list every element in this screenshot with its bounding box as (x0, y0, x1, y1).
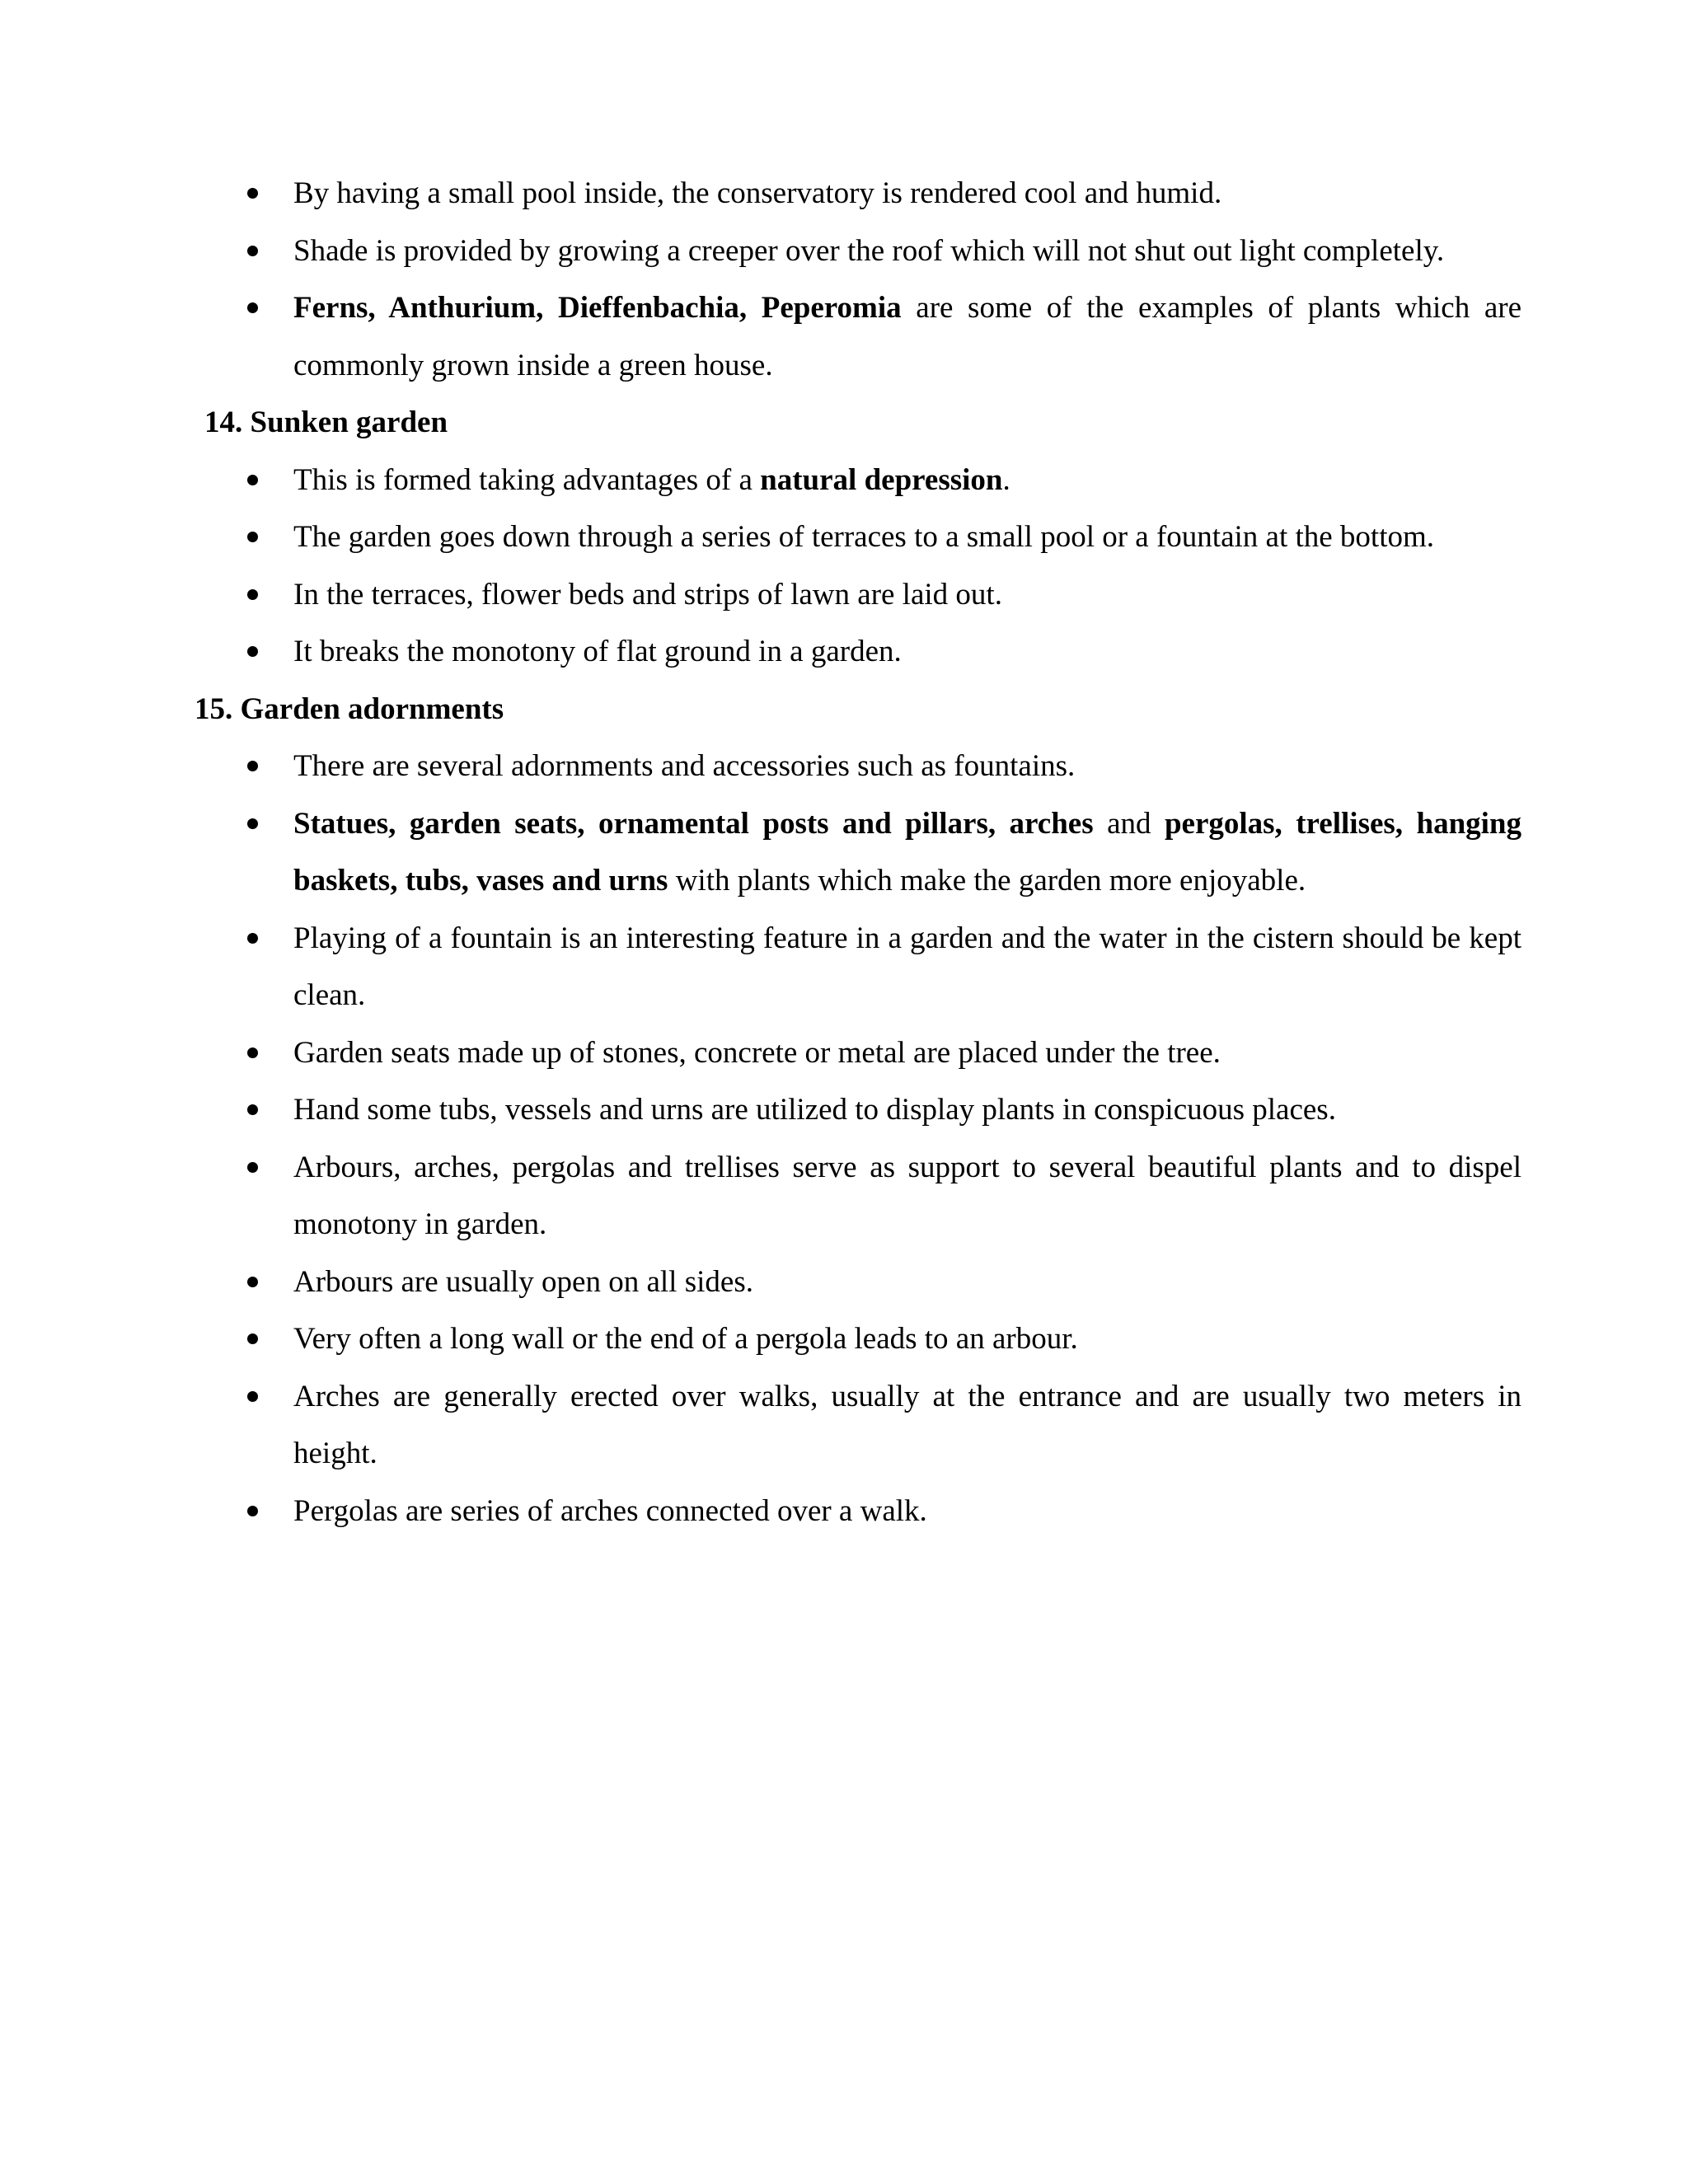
section-heading-garden-adornments: 15. Garden adornments (195, 691, 504, 726)
list-item: By having a small pool inside, the conservatory is rendered cool and humid. (293, 176, 1222, 210)
list-item: Hand some tubs, vessels and urns are utilized to display plants in conspicuous places. (293, 1093, 1336, 1127)
list-item: Arbours are usually open on all sides. (293, 1264, 753, 1299)
list-item: Statues, garden seats, ornamental posts and pillars, arches and pergolas, trellises, hanging baskets, tubs, vases and urns with plants which make the garden more enjoyable. (293, 806, 1522, 898)
list-item: Ferns, Anthurium, Dieffenbachia, Peperomia are some of the examples of plants which are commonly grown inside a green house. (293, 291, 1522, 382)
list-item: Garden seats made up of stones, concrete or metal are placed under the tree. (293, 1035, 1221, 1070)
list-item: Arbours, arches, pergolas and trellises serve as support to several beautiful plants and to dispel monotony in garden. (293, 1150, 1522, 1241)
list-item: Very often a long wall or the end of a pergola leads to an arbour. (293, 1322, 1078, 1356)
list-item: It breaks the monotony of flat ground in a garden. (293, 635, 902, 668)
list-item: There are several adornments and accessories such as fountains. (293, 749, 1076, 783)
page-content (195, 165, 1522, 1540)
list-item: Shade is provided by growing a creeper over the roof which will not shut out light completely. (293, 233, 1445, 268)
list-item: In the terraces, flower beds and strips of lawn are laid out. (293, 577, 1002, 612)
list-item: This is formed taking advantages of a natural depression. (293, 462, 1010, 497)
list-item: The garden goes down through a series of terraces to a small pool or a fountain at the bottom. (293, 520, 1435, 554)
intro-bullet-list (195, 165, 1522, 394)
garden-adornments-bullet-list (195, 738, 1522, 1540)
list-item: Playing of a fountain is an interesting feature in a garden and the water in the cistern should be kept clean. (293, 921, 1522, 1012)
list-item: Pergolas are series of arches connected over a walk. (293, 1493, 927, 1528)
section-heading-sunken-garden: 14. Sunken garden (204, 405, 448, 439)
sunken-garden-bullet-list (195, 452, 1522, 681)
list-item: Arches are generally erected over walks, usually at the entrance and are usually two meters in height. (293, 1379, 1522, 1470)
